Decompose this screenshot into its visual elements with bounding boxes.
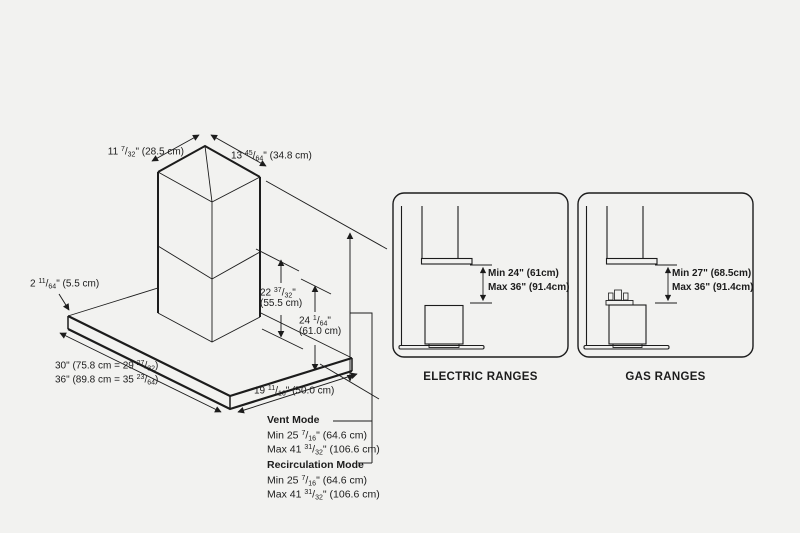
- electric-range-box: [425, 306, 463, 345]
- recirculation-mode-title: Recirculation Mode: [267, 459, 364, 471]
- chimney-duct: [158, 146, 260, 342]
- gas-burner-knob: [615, 290, 622, 300]
- recirculation-mode-min: Min 25 $^7/_{16}$" (64.6 cm): [267, 474, 368, 488]
- gas-burner-base: [606, 301, 633, 306]
- gas-hood: [607, 259, 658, 265]
- dim-width-30-label: 30" (75.8 cm = 29 $^{27}/_{32}$): [55, 360, 159, 373]
- electric-panel-title: ELECTRIC RANGES: [423, 371, 538, 383]
- electric-max-label: Max 36" (91.4cm): [488, 282, 570, 293]
- dim-ext-lower-height-top: [256, 249, 299, 271]
- vent-mode-min: Min 25 $^7/_{16}$" (64.6 cm): [267, 429, 368, 443]
- dim-lower-height-inches: 22 $^{37}/_{32}$": [260, 287, 296, 300]
- gas-burner-knob: [624, 293, 629, 300]
- dim-total-height-cm: (61.0 cm): [299, 326, 342, 337]
- gas-burner-knob: [609, 293, 614, 300]
- dim-leader-body-edge: [59, 294, 69, 310]
- gas-panel-title: GAS RANGES: [625, 371, 706, 383]
- dim-width-36-label: 36" (89.8 cm = 35 $^{23}/_{64}$): [55, 374, 159, 387]
- dim-chimney-width-label: 13 $^{45}/_{64}$" (34.8 cm): [231, 150, 312, 163]
- dim-body-edge-label: 2 $^{11}/_{64}$" (5.5 cm): [30, 278, 100, 291]
- dim-chimney-depth-label: 11 $^7/_{32}$" (28.5 cm): [107, 146, 184, 159]
- vent-mode-max: Max 41 $^{31}/_{32}$" (106.6 cm): [267, 443, 380, 457]
- electric-hood: [422, 259, 473, 265]
- dim-ext-total-height-top: [301, 279, 331, 294]
- dim-ext-overall-top: [266, 181, 387, 249]
- recirculation-mode-max: Max 41 $^{31}/_{32}$" (106.6 cm): [267, 488, 380, 502]
- dim-total-height-inches: 24 $^1/_{64}$": [299, 315, 331, 328]
- gas-max-label: Max 36" (91.4cm): [672, 282, 754, 293]
- dim-lower-height-cm: (55.5 cm): [260, 298, 303, 309]
- vent-mode-title: Vent Mode: [267, 414, 320, 426]
- dim-depth-label: 19 $^{11}/_{16}$" (50.0 cm): [254, 385, 335, 398]
- gas-range-box: [609, 305, 646, 344]
- gas-min-label: Min 27" (68.5cm): [672, 268, 752, 279]
- electric-min-label: Min 24" (61cm): [488, 268, 559, 279]
